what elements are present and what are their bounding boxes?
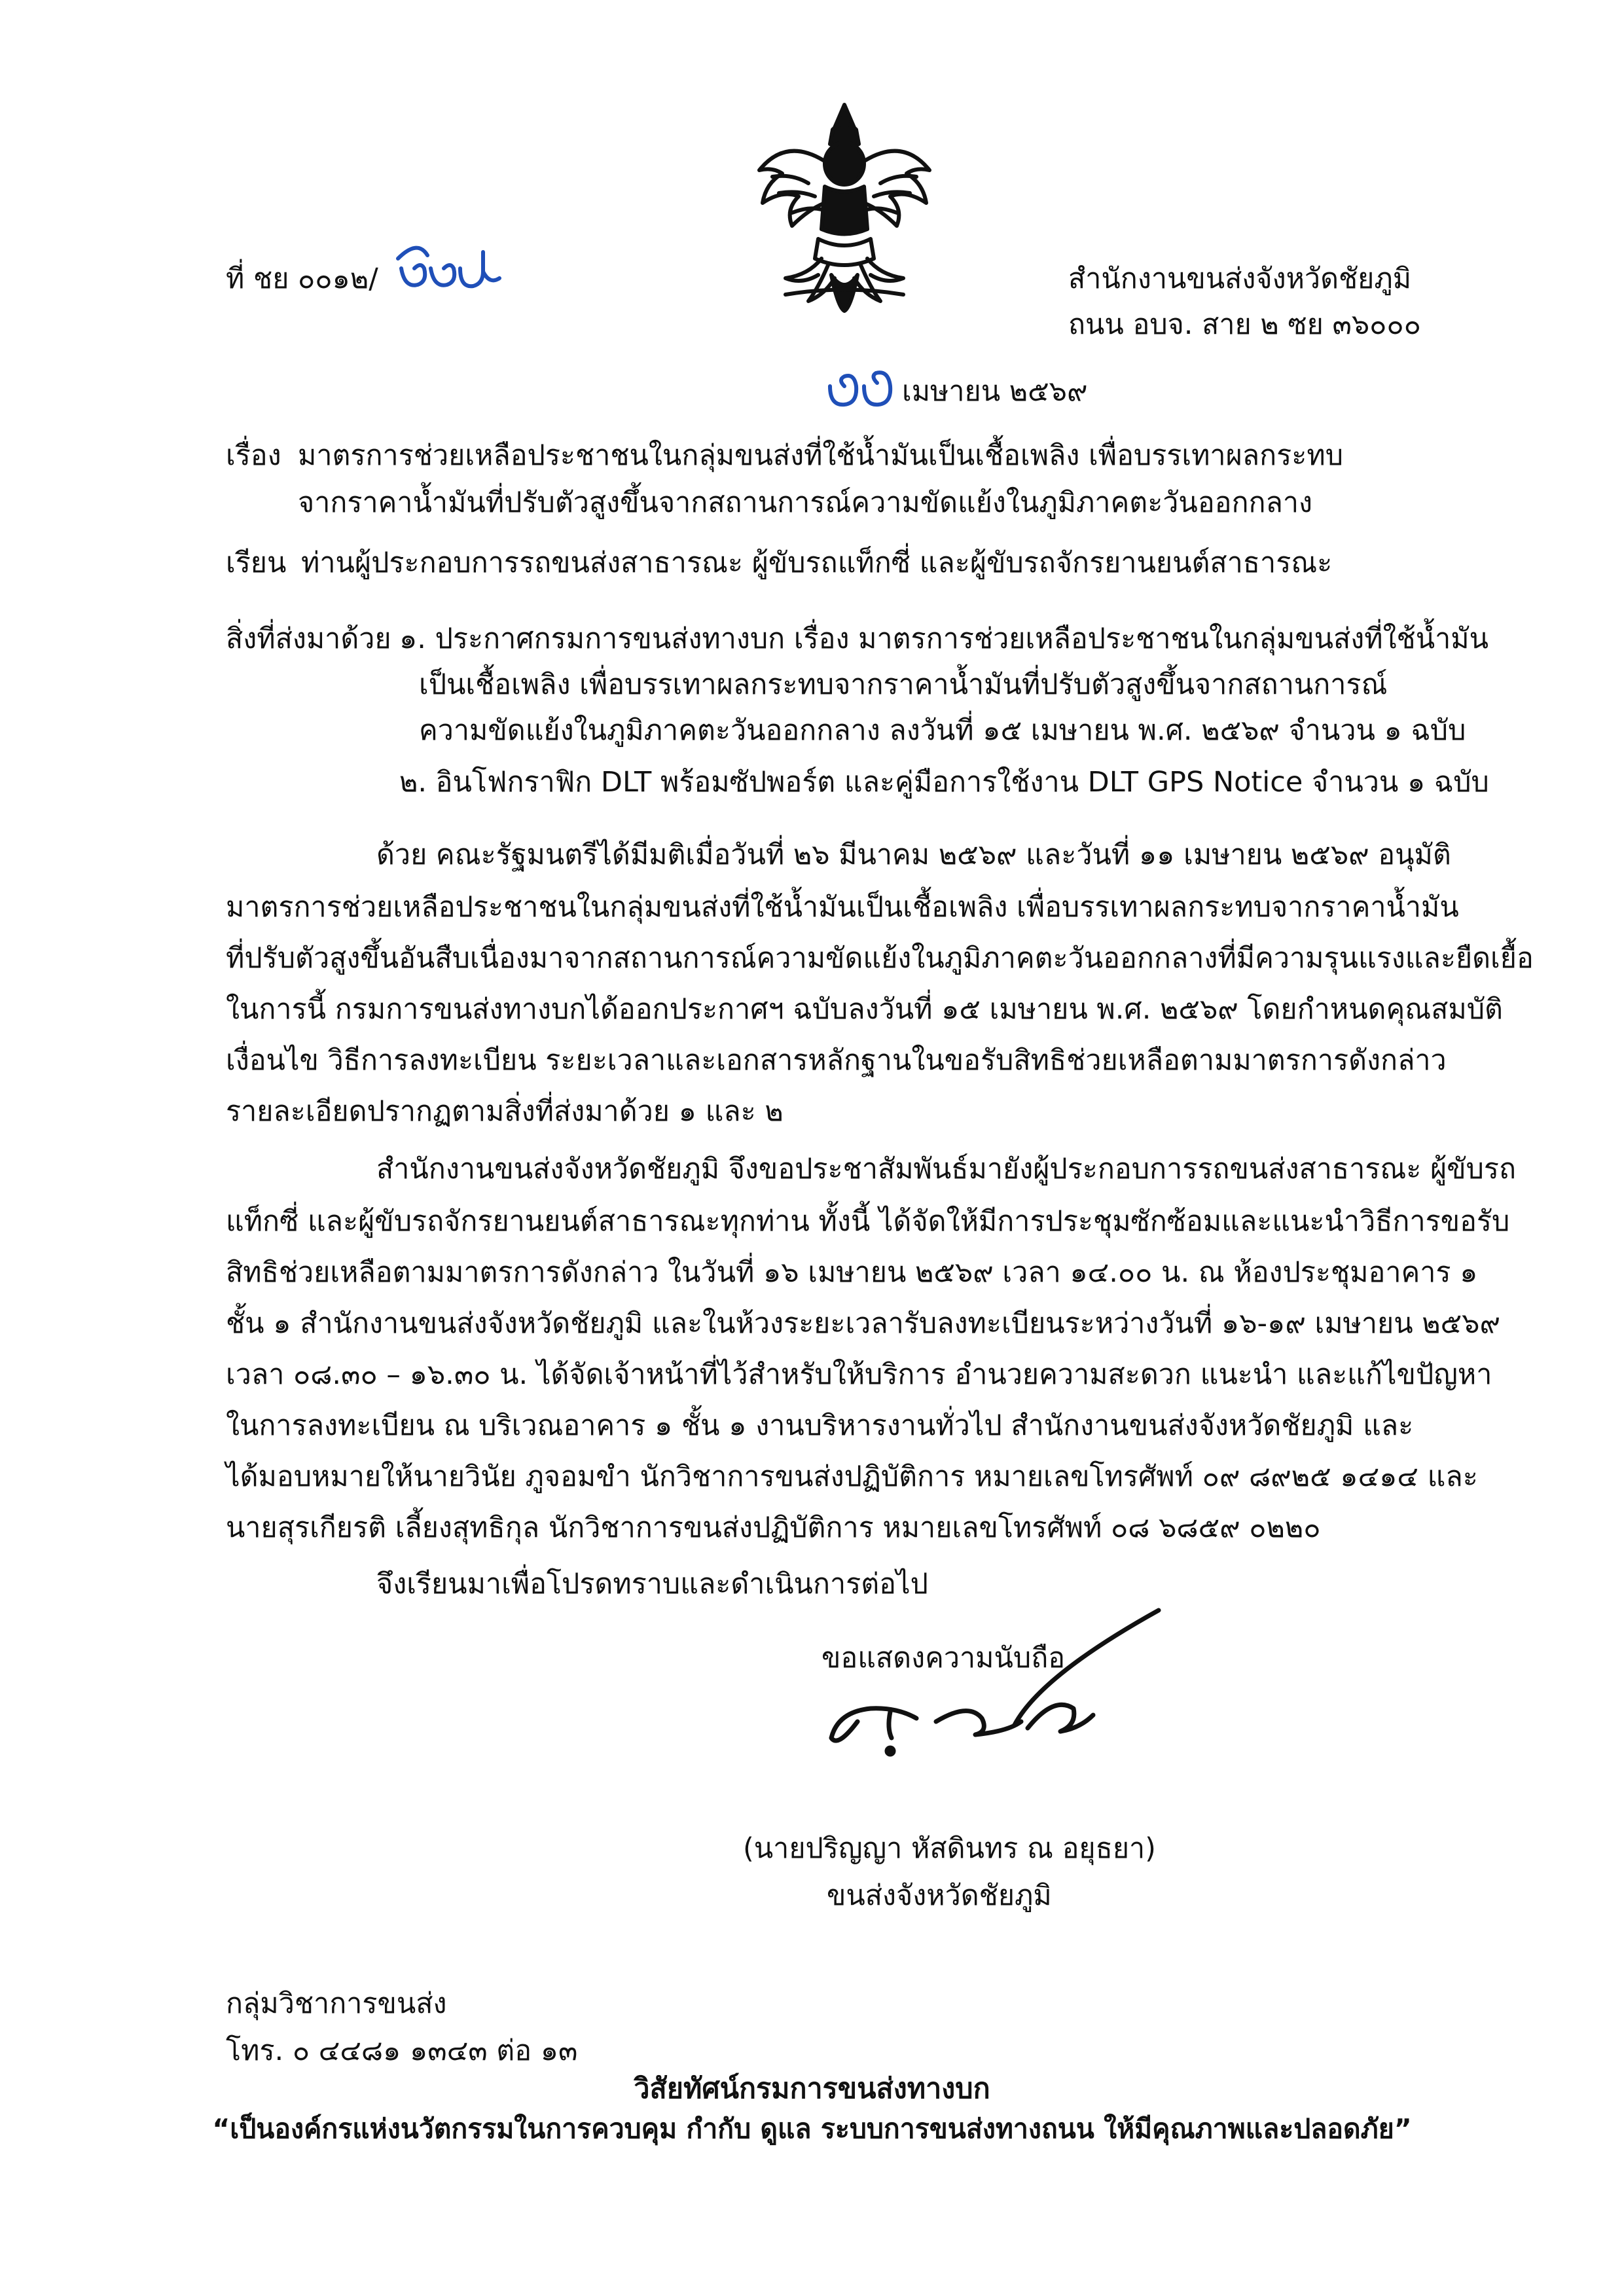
paragraph-2-line-1: สำนักงานขนส่งจังหวัดชัยภูมิ จึงขอประชาสัมพันธ์มายังผู้ประกอบการรถขนส่งสาธารณะ ผู้ขับรถ bbox=[376, 1153, 1517, 1185]
subject-line-1: มาตรการช่วยเหลือประชาชนในกลุ่มขนส่งที่ใช้น้ำมันเป็นเชื้อเพลิง เพื่อบรรเทาผลกระทบ bbox=[298, 439, 1343, 472]
signatory-name: (นายปริญญา หัสดินทร ณ อยุธยา) bbox=[743, 1832, 1156, 1865]
paragraph-2-line-7: ได้มอบหมายให้นายวินัย ภูจอมขำ นักวิชาการขนส่งปฏิบัติการ หมายเลขโทรศัพท์ ๐๙ ๘๙๒๕ ๑๔๑๔ และ bbox=[226, 1460, 1478, 1493]
subject-line-2: จากราคาน้ำมันที่ปรับตัวสูงขึ้นจากสถานการณ์ความขัดแย้งในภูมิภาคตะวันออกกลาง bbox=[298, 486, 1313, 519]
signature-greeting: ขอแสดงความนับถือ bbox=[821, 1642, 1066, 1674]
paragraph-2-line-3: สิทธิช่วยเหลือตามมาตรการดังกล่าว ในวันที่ ๑๖ เมษายน ๒๕๖๙ เวลา ๑๔.๐๐ น. ณ ห้องประชุมอาคาร ๑ bbox=[226, 1256, 1478, 1289]
paragraph-2-line-5: เวลา ๐๘.๓๐ – ๑๖.๓๐ น. ได้จัดเจ้าหน้าที่ไว้สำหรับให้บริการ อำนวยความสะดวก แนะนำ และแก้ไขปัญหา bbox=[226, 1358, 1492, 1391]
paragraph-2-line-6: ในการลงทะเบียน ณ บริเวณอาคาร ๑ ชั้น ๑ งานบริหารงานทั่วไป สำนักงานขนส่งจังหวัดชัยภูมิ และ bbox=[226, 1409, 1414, 1442]
paragraph-2-line-8: นายสุรเกียรติ เลี้ยงสุทธิกุล นักวิชาการขนส่งปฏิบัติการ หมายเลขโทรศัพท์ ๐๘ ๖๘๕๙ ๐๒๒๐ bbox=[226, 1511, 1321, 1544]
paragraph-1-line-1: ด้วย คณะรัฐมนตรีได้มีมติเมื่อวันที่ ๒๖ มีนาคม ๒๕๖๙ และวันที่ ๑๑ เมษายน ๒๕๖๙ อนุมัติ bbox=[376, 839, 1451, 871]
subject-label: เรื่อง bbox=[226, 439, 281, 472]
paragraph-1-line-2: มาตรการช่วยเหลือประชาชนในกลุ่มขนส่งที่ใช้น้ำมันเป็นเชื้อเพลิง เพื่อบรรเทาผลกระทบจากราคาน้ำมัน bbox=[226, 891, 1459, 924]
handwritten-signature-icon bbox=[818, 1597, 1185, 1774]
enclosure-item-1-line-2: เป็นเชื้อเพลิง เพื่อบรรเทาผลกระทบจากราคาน้ำมันที่ปรับตัวสูงขึ้นจากสถานการณ์ bbox=[419, 668, 1388, 701]
enclosures-label: สิ่งที่ส่งมาด้วย bbox=[226, 623, 391, 655]
handwritten-document-number bbox=[391, 239, 509, 298]
closing-line: จึงเรียนมาเพื่อโปรดทราบและดำเนินการต่อไป bbox=[376, 1568, 928, 1600]
vision-title: วิสัยทัศน์กรมการขนส่งทางบก bbox=[634, 2072, 990, 2105]
signatory-position: ขนส่งจังหวัดชัยภูมิ bbox=[827, 1879, 1052, 1912]
enclosure-item-1-line-3: ความขัดแย้งในภูมิภาคตะวันออกกลาง ลงวันที่ ๑๕ เมษายน พ.ศ. ๒๕๖๙ จำนวน ๑ ฉบับ bbox=[419, 714, 1466, 747]
document-number bbox=[226, 261, 378, 297]
paragraph-1-line-5: เงื่อนไข วิธีการลงทะเบียน ระยะเวลาและเอกสารหลักฐานในขอรับสิทธิช่วยเหลือตามมาตรการดังกล่าว bbox=[226, 1044, 1447, 1077]
office-name: สำนักงานขนส่งจังหวัดชัยภูมิ bbox=[1068, 262, 1412, 295]
salutation-label: เรียน bbox=[226, 547, 287, 579]
enclosure-item-1-line-1: ๑. ประกาศกรมการขนส่งทางบก เรื่อง มาตรการช่วยเหลือประชาชนในกลุ่มขนส่งที่ใช้น้ำมัน bbox=[399, 623, 1489, 655]
vision-text: “เป็นองค์กรแห่งนวัตกรรมในการควบคุม กำกับ ดูแล ระบบการขนส่งทางถนน ให้มีคุณภาพและปลอดภัย” bbox=[212, 2113, 1412, 2144]
footer-phone: โทร. ๐ ๔๔๘๑ ๑๓๔๓ ต่อ ๑๓ bbox=[226, 2034, 578, 2067]
footer-department: กลุ่มวิชาการขนส่ง bbox=[226, 1987, 447, 2020]
paragraph-1-line-4: ในการนี้ กรมการขนส่งทางบกได้ออกประกาศฯ ฉบับลงวันที่ ๑๕ เมษายน พ.ศ. ๒๕๖๙ โดยกำหนดคุณสมบัติ bbox=[226, 993, 1503, 1026]
document-number-prefix: ที่ ชย ๐๐๑๒/ bbox=[226, 262, 378, 295]
enclosure-item-2-line-1: ๒. อินโฟกราฟิก DLT พร้อมซัปพอร์ต และคู่มือการใช้งาน DLT GPS Notice จำนวน ๑ ฉบับ bbox=[399, 766, 1489, 799]
garuda-emblem-icon bbox=[746, 98, 943, 314]
paragraph-1-line-6: รายละเอียดปรากฏตามสิ่งที่ส่งมาด้วย ๑ และ ๒ bbox=[226, 1095, 784, 1128]
paragraph-1-line-3: ที่ปรับตัวสูงขึ้นอันสืบเนื่องมาจากสถานการณ์ความขัดแย้งในภูมิภาคตะวันออกกลางที่มีความรุนแรงและยืดเยื้อ bbox=[226, 942, 1534, 975]
date-month-year: เมษายน ๒๕๖๙ bbox=[902, 375, 1088, 408]
paragraph-2-line-2: แท็กซี่ และผู้ขับรถจักรยานยนต์สาธารณะทุกท่าน ทั้งนี้ ได้จัดให้มีการประชุมซักซ้อมและแนะนำวิธีการขอรับ bbox=[226, 1205, 1510, 1238]
handwritten-date-day bbox=[825, 360, 897, 412]
salutation-text: ท่านผู้ประกอบการรถขนส่งสาธารณะ ผู้ขับรถแท็กซี่ และผู้ขับรถจักรยานยนต์สาธารณะ bbox=[301, 547, 1333, 579]
paragraph-2-line-4: ชั้น ๑ สำนักงานขนส่งจังหวัดชัยภูมิ และในห้วงระยะเวลารับลงทะเบียนระหว่างวันที่ ๑๖-๑๙ เมษายน ๒๕๖๙ bbox=[226, 1307, 1500, 1340]
office-address: ถนน อบจ. สาย ๒ ซย ๓๖๐๐๐ bbox=[1068, 308, 1421, 341]
